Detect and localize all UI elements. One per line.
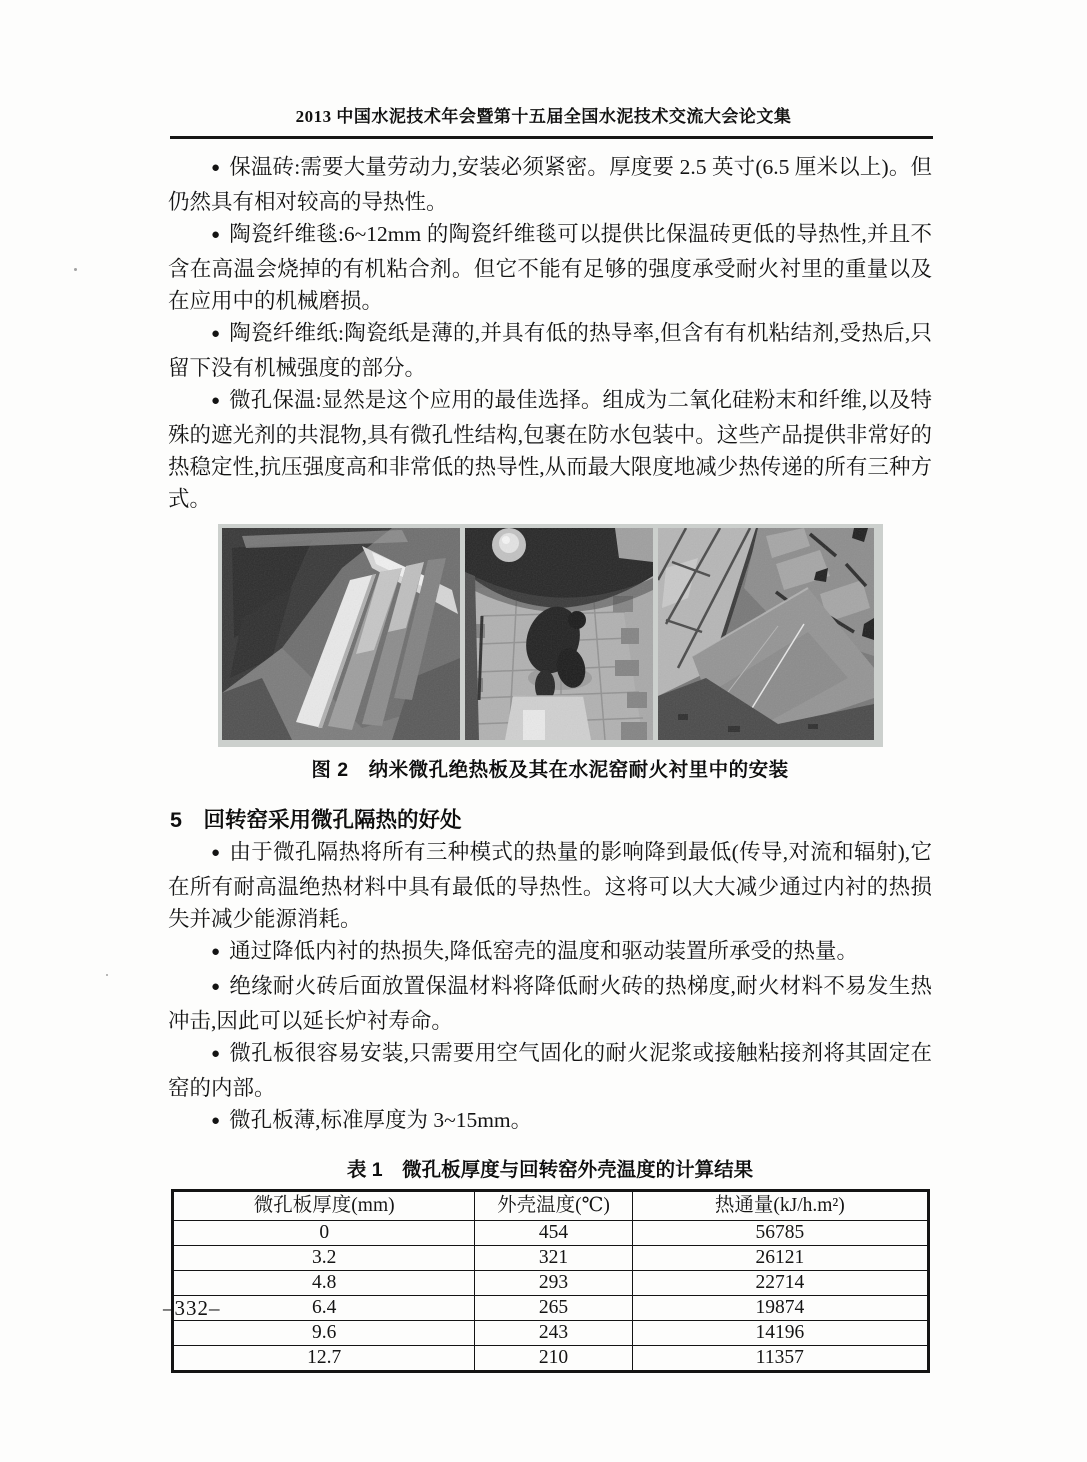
table-caption: 表 1 微孔板厚度与回转窑外壳温度的计算结果 xyxy=(346,1159,754,1181)
paragraph-text: 通过降低内衬的热损失,降低窑壳的温度和驱动装置所承受的热量。 xyxy=(229,939,858,963)
table-cell: 9.6 xyxy=(173,1321,475,1346)
bullet-paragraph xyxy=(168,384,932,515)
table-cell: 321 xyxy=(475,1246,632,1271)
table-cell: 3.2 xyxy=(173,1246,475,1271)
table-cell: 4.8 xyxy=(173,1271,475,1296)
bullet-icon: ● xyxy=(211,326,221,342)
paragraph-text: 陶瓷纤维纸:陶瓷纸是薄的,并具有低的热导率,但含有有机粘结剂,受热后,只留下没有机械强度的部分。 xyxy=(168,321,932,380)
bullet-paragraph xyxy=(168,836,932,935)
table-header-cell: 热通量(kJ/h.m²) xyxy=(632,1191,928,1221)
bullet-icon: ● xyxy=(211,393,221,409)
bullet-paragraph xyxy=(168,970,932,1037)
page-content xyxy=(168,151,932,1373)
bullet-paragraph xyxy=(168,1037,932,1104)
table-cell: 265 xyxy=(475,1296,632,1321)
bullet-icon: ● xyxy=(211,845,221,861)
bullet-paragraph xyxy=(168,151,932,218)
table-cell: 14196 xyxy=(632,1321,928,1346)
results-table xyxy=(171,1189,930,1373)
paragraph-text: 微孔板很容易安装,只需要用空气固化的耐火泥浆或接触粘接剂将其固定在窑的内部。 xyxy=(168,1041,932,1100)
table-row xyxy=(173,1321,929,1346)
paragraph-text: 保温砖:需要大量劳动力,安装必须紧密。厚度要 2.5 英寸(6.5 厘米以上)。但仍然具有相对较高的导热性。 xyxy=(168,155,932,214)
paragraph-text: 绝缘耐火砖后面放置保温材料将降低耐火砖的热梯度,耐火材料不易发生热冲击,因此可以延长炉衬寿命。 xyxy=(168,974,932,1033)
table-row xyxy=(173,1221,929,1246)
paragraph-text: 微孔板薄,标准厚度为 3~15mm。 xyxy=(229,1108,533,1132)
table-header-cell: 外壳温度(℃) xyxy=(475,1191,632,1221)
table-cell: 243 xyxy=(475,1321,632,1346)
bullet-paragraph xyxy=(168,1104,932,1139)
table-row xyxy=(173,1296,929,1321)
bullet-icon: ● xyxy=(211,227,221,243)
table-cell: 22714 xyxy=(632,1271,928,1296)
page-number: –332– xyxy=(163,1296,221,1320)
scan-speck xyxy=(106,974,108,976)
table-cell: 12.7 xyxy=(173,1346,475,1372)
table-row xyxy=(173,1271,929,1296)
table-cell: 293 xyxy=(475,1271,632,1296)
bullet-paragraph xyxy=(168,935,932,970)
table-cell: 26121 xyxy=(632,1246,928,1271)
figure-photo-brick-lining xyxy=(658,528,874,740)
header-title: 2013 中国水泥技术年会暨第十五届全国水泥技术交流大会论文集 xyxy=(295,107,792,126)
table-cell: 210 xyxy=(475,1346,632,1372)
bullet-icon: ● xyxy=(211,1046,221,1062)
paragraph-text: 微孔保温:显然是这个应用的最佳选择。组成为二氧化硅粉末和纤维,以及特殊的遮光剂的共混物,具有微孔性结构,包裹在防水包装中。这些产品提供非常好的热稳定性,抗压强度高和非常低的热导性,从而最大限度地减少热传递的所有三种方式。 xyxy=(168,388,932,511)
figure-caption: 图 2 纳米微孔绝热板及其在水泥窑耐火衬里中的安装 xyxy=(311,759,789,781)
bullet-paragraph xyxy=(168,218,932,317)
table-row xyxy=(173,1346,929,1372)
bullet-icon: ● xyxy=(211,944,221,960)
table-cell: 56785 xyxy=(632,1221,928,1246)
section-heading: 5 回转窑采用微孔隔热的好处 xyxy=(170,808,462,832)
table-cell: 0 xyxy=(173,1221,475,1246)
header-rule xyxy=(170,136,933,139)
bullet-icon: ● xyxy=(211,979,221,995)
table-row xyxy=(173,1246,929,1271)
bullet-icon: ● xyxy=(211,160,221,176)
paragraph-text: 由于微孔隔热将所有三种模式的热量的影响降到最低(传导,对流和辐射),它在所有耐高温绝热材料中具有最低的导热性。这将可以大大减少通过内衬的热损失并减少能源消耗。 xyxy=(168,840,932,931)
table-cell: 454 xyxy=(475,1221,632,1246)
bullet-icon: ● xyxy=(211,1113,221,1129)
photo-strip xyxy=(218,524,883,747)
scan-speck xyxy=(74,268,77,271)
table-cell: 6.4 xyxy=(173,1296,475,1321)
table-cell: 11357 xyxy=(632,1346,928,1372)
table-header-cell: 微孔板厚度(mm) xyxy=(173,1191,475,1221)
figure xyxy=(168,524,932,782)
figure-photo-kiln-interior xyxy=(465,528,653,740)
table-header-row xyxy=(173,1191,929,1221)
table-cell: 19874 xyxy=(632,1296,928,1321)
paragraph-text: 陶瓷纤维毯:6~12mm 的陶瓷纤维毯可以提供比保温砖更低的导热性,并且不含在高温会烧掉的有机粘合剂。但它不能有足够的强度承受耐火衬里的重量以及在应用中的机械磨损。 xyxy=(168,222,932,313)
figure-photo-insulation-boards xyxy=(222,528,460,740)
bullet-paragraph xyxy=(168,317,932,384)
